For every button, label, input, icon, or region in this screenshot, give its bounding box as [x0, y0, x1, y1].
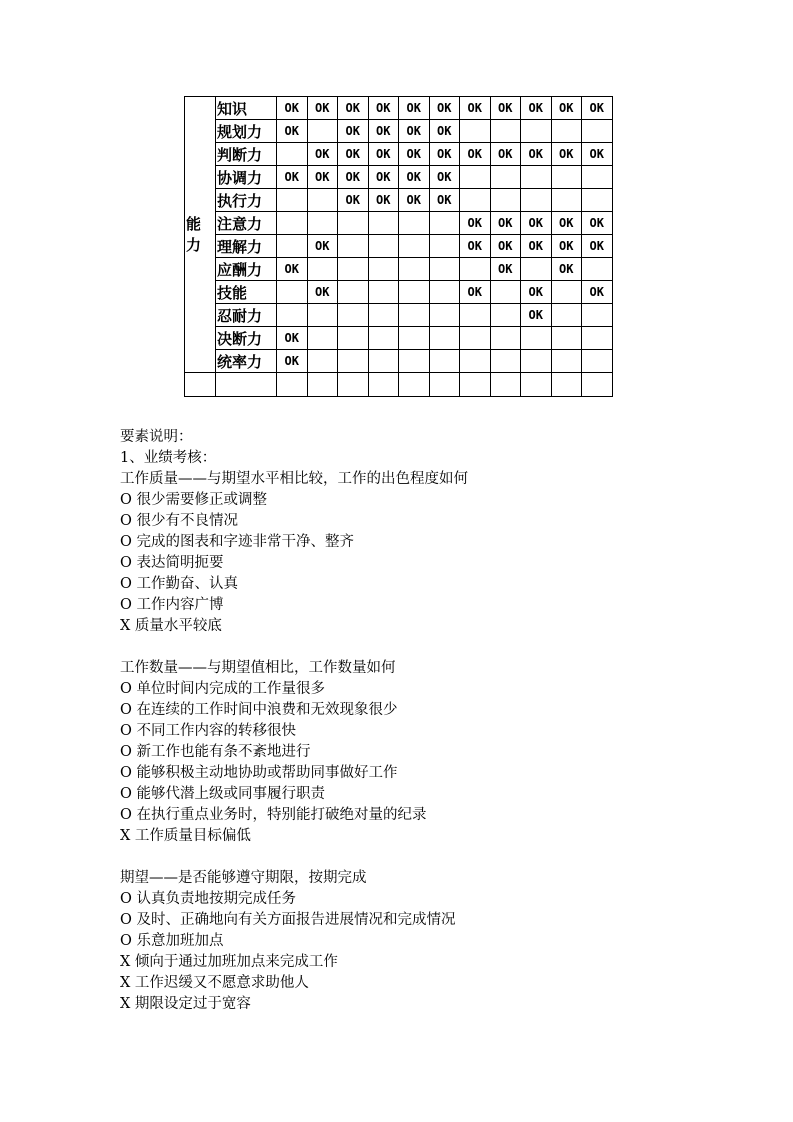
table-cell	[368, 281, 399, 304]
table-cell	[338, 350, 369, 373]
table-cell: OK	[460, 212, 491, 235]
table-cell: OK	[582, 281, 613, 304]
table-cell	[582, 189, 613, 212]
table-cell: OK	[582, 235, 613, 258]
table-cell	[429, 373, 460, 397]
table-cell	[582, 258, 613, 281]
table-cell: OK	[490, 212, 521, 235]
table-cell	[460, 327, 491, 350]
table-cell	[368, 373, 399, 397]
table-cell: OK	[368, 143, 399, 166]
table-cell: OK	[490, 143, 521, 166]
table-cell	[429, 258, 460, 281]
table-cell	[551, 373, 582, 397]
table-cell	[368, 304, 399, 327]
table-cell	[490, 327, 521, 350]
table-cell: OK	[521, 97, 552, 120]
note-line: X 倾向于通过加班加点来完成工作	[120, 954, 338, 970]
table-cell: OK	[277, 350, 308, 373]
table-row	[185, 281, 613, 304]
table-cell: OK	[490, 97, 521, 120]
table-cell	[551, 304, 582, 327]
table-row	[185, 143, 613, 166]
table-row	[185, 97, 613, 120]
note-line: O 表达简明扼要	[120, 555, 224, 571]
table-cell: OK	[399, 189, 430, 212]
table-cell	[185, 373, 216, 397]
table-cell: OK	[368, 97, 399, 120]
row-label: 规划力	[216, 120, 277, 143]
table-cell	[338, 281, 369, 304]
table-cell	[307, 304, 338, 327]
note-line: O 乐意加班加点	[120, 933, 224, 949]
table-cell	[277, 235, 308, 258]
row-label: 判断力	[216, 143, 277, 166]
table-cell	[307, 258, 338, 281]
table-cell	[460, 373, 491, 397]
table-cell	[460, 258, 491, 281]
table-cell: OK	[399, 166, 430, 189]
table-cell: OK	[551, 143, 582, 166]
table-cell	[216, 373, 277, 397]
table-cell: OK	[429, 189, 460, 212]
table-cell: OK	[521, 281, 552, 304]
notes-section	[120, 427, 468, 1015]
table-cell	[551, 327, 582, 350]
table-cell: OK	[277, 97, 308, 120]
table-cell	[521, 350, 552, 373]
table-cell	[551, 350, 582, 373]
note-line: 要素说明：	[120, 429, 193, 445]
note-line: 期望——是否能够遵守期限，按期完成	[120, 870, 367, 886]
table-cell: OK	[307, 281, 338, 304]
table-cell	[490, 373, 521, 397]
note-line: O 不同工作内容的转移很快	[120, 723, 296, 739]
table-cell: OK	[521, 143, 552, 166]
table-cell: OK	[307, 143, 338, 166]
table-cell	[368, 350, 399, 373]
row-label: 注意力	[216, 212, 277, 235]
table-cell: OK	[368, 166, 399, 189]
note-line: O 很少需要修正或调整	[120, 492, 267, 508]
table-cell: OK	[521, 304, 552, 327]
table-cell	[399, 258, 430, 281]
table-cell	[338, 258, 369, 281]
table-cell	[277, 143, 308, 166]
row-label: 协调力	[216, 166, 277, 189]
note-line: 工作数量——与期望值相比，工作数量如何	[120, 660, 396, 676]
table-cell	[277, 189, 308, 212]
table-cell: OK	[307, 166, 338, 189]
table-cell: OK	[399, 120, 430, 143]
table-cell	[490, 166, 521, 189]
table-cell	[521, 258, 552, 281]
note-line: X 工作质量目标偏低	[120, 828, 251, 844]
table-cell	[277, 281, 308, 304]
table-cell	[521, 189, 552, 212]
table-cell	[429, 235, 460, 258]
table-cell: OK	[368, 120, 399, 143]
table-cell: OK	[460, 143, 491, 166]
blank-line	[120, 847, 468, 868]
table-cell	[399, 235, 430, 258]
table-cell: OK	[338, 143, 369, 166]
table-cell	[490, 304, 521, 327]
table-cell: OK	[338, 189, 369, 212]
note-line: O 认真负责地按期完成任务	[120, 891, 296, 907]
note-line: O 及时、正确地向有关方面报告进展情况和完成情况	[120, 912, 456, 928]
table-cell	[277, 304, 308, 327]
table-cell	[307, 189, 338, 212]
table-row	[185, 189, 613, 212]
table-cell	[551, 120, 582, 143]
table-cell	[521, 373, 552, 397]
table-cell: OK	[490, 235, 521, 258]
table-cell: OK	[399, 97, 430, 120]
row-label: 忍耐力	[216, 304, 277, 327]
note-line: O 单位时间内完成的工作量很多	[120, 681, 325, 697]
table-cell	[582, 350, 613, 373]
table-cell	[307, 120, 338, 143]
table-cell: OK	[521, 212, 552, 235]
table-cell	[582, 373, 613, 397]
table-cell: OK	[277, 120, 308, 143]
table-cell	[551, 189, 582, 212]
table-cell	[460, 350, 491, 373]
table-cell: OK	[399, 143, 430, 166]
table-cell	[368, 258, 399, 281]
table-row	[185, 212, 613, 235]
table-cell: OK	[551, 212, 582, 235]
table-cell: OK	[429, 97, 460, 120]
table-cell	[399, 281, 430, 304]
row-label: 决断力	[216, 327, 277, 350]
table-cell	[338, 327, 369, 350]
table-cell	[399, 327, 430, 350]
table-cell: OK	[551, 235, 582, 258]
table-cell	[582, 304, 613, 327]
table-cell: OK	[460, 281, 491, 304]
table-cell	[582, 166, 613, 189]
table-cell: OK	[582, 212, 613, 235]
table-cell	[307, 350, 338, 373]
table-cell	[429, 281, 460, 304]
table-cell: OK	[582, 97, 613, 120]
table-cell: OK	[338, 120, 369, 143]
row-label: 理解力	[216, 235, 277, 258]
note-line: O 能够积极主动地协助或帮助同事做好工作	[120, 765, 398, 781]
table-cell	[460, 166, 491, 189]
table-cell	[368, 235, 399, 258]
note-line: X 工作迟缓又不愿意求助他人	[120, 975, 309, 991]
table-cell: OK	[460, 235, 491, 258]
table-row	[185, 327, 613, 350]
row-label: 技能	[216, 281, 277, 304]
blank-line	[120, 637, 468, 658]
table-cell: OK	[460, 97, 491, 120]
note-line: X 质量水平较底	[120, 618, 222, 634]
table-cell	[307, 212, 338, 235]
table-cell	[429, 304, 460, 327]
table-row	[185, 350, 613, 373]
note-line: O 在执行重点业务时，特别能打破绝对量的纪录	[120, 807, 427, 823]
table-cell	[368, 212, 399, 235]
table-cell	[521, 120, 552, 143]
table-cell	[582, 120, 613, 143]
table-cell: OK	[490, 258, 521, 281]
note-line: O 在连续的工作时间中浪费和无效现象很少	[120, 702, 398, 718]
note-line: O 工作勤奋、认真	[120, 576, 238, 592]
table-cell: OK	[551, 258, 582, 281]
table-cell: OK	[338, 97, 369, 120]
note-line: O 工作内容广博	[120, 597, 224, 613]
row-label: 统率力	[216, 350, 277, 373]
table-cell: OK	[277, 258, 308, 281]
table-cell	[460, 120, 491, 143]
table-cell	[399, 373, 430, 397]
table-cell: OK	[582, 143, 613, 166]
table-cell	[490, 281, 521, 304]
table-cell	[460, 304, 491, 327]
table-cell	[338, 212, 369, 235]
table-cell	[307, 327, 338, 350]
table-row	[185, 166, 613, 189]
group-label: 能力	[185, 97, 216, 373]
table-cell: OK	[429, 120, 460, 143]
table-cell: OK	[277, 327, 308, 350]
table-row	[185, 304, 613, 327]
table-cell: OK	[307, 97, 338, 120]
table-cell	[399, 212, 430, 235]
table-cell	[338, 235, 369, 258]
table-cell	[277, 212, 308, 235]
note-line: O 完成的图表和字迹非常干净、整齐	[120, 534, 354, 550]
table-cell	[521, 166, 552, 189]
table-cell: OK	[429, 166, 460, 189]
table-cell	[429, 350, 460, 373]
table-cell	[338, 373, 369, 397]
note-line: O 能够代潜上级或同事履行职责	[120, 786, 325, 802]
note-line: 工作质量——与期望水平相比较，工作的出色程度如何	[120, 471, 468, 487]
table-cell	[368, 327, 399, 350]
table-row	[185, 235, 613, 258]
table-cell	[338, 304, 369, 327]
table-cell	[490, 350, 521, 373]
table-cell	[399, 350, 430, 373]
table-cell: OK	[368, 189, 399, 212]
table-cell	[429, 327, 460, 350]
table-cell	[460, 189, 491, 212]
row-label: 执行力	[216, 189, 277, 212]
note-line: O 新工作也能有条不紊地进行	[120, 744, 311, 760]
table-row-empty	[185, 373, 613, 397]
table-cell	[582, 327, 613, 350]
note-line: O 很少有不良情况	[120, 513, 238, 529]
table-cell	[490, 120, 521, 143]
table-cell	[399, 304, 430, 327]
table-cell: OK	[551, 97, 582, 120]
note-line: 1、业绩考核：	[120, 450, 217, 466]
note-line: X 期限设定过于宽容	[120, 996, 251, 1012]
table-cell	[490, 189, 521, 212]
table-cell: OK	[307, 235, 338, 258]
table-cell	[277, 373, 308, 397]
row-label: 知识	[216, 97, 277, 120]
table-cell	[307, 373, 338, 397]
table-cell: OK	[521, 235, 552, 258]
table-cell: OK	[429, 143, 460, 166]
table-cell	[521, 327, 552, 350]
table-cell	[429, 212, 460, 235]
ability-table	[184, 96, 613, 397]
table-cell	[551, 281, 582, 304]
table-cell: OK	[338, 166, 369, 189]
table-row	[185, 120, 613, 143]
table-row	[185, 258, 613, 281]
table-cell	[551, 166, 582, 189]
table-cell: OK	[277, 166, 308, 189]
row-label: 应酬力	[216, 258, 277, 281]
